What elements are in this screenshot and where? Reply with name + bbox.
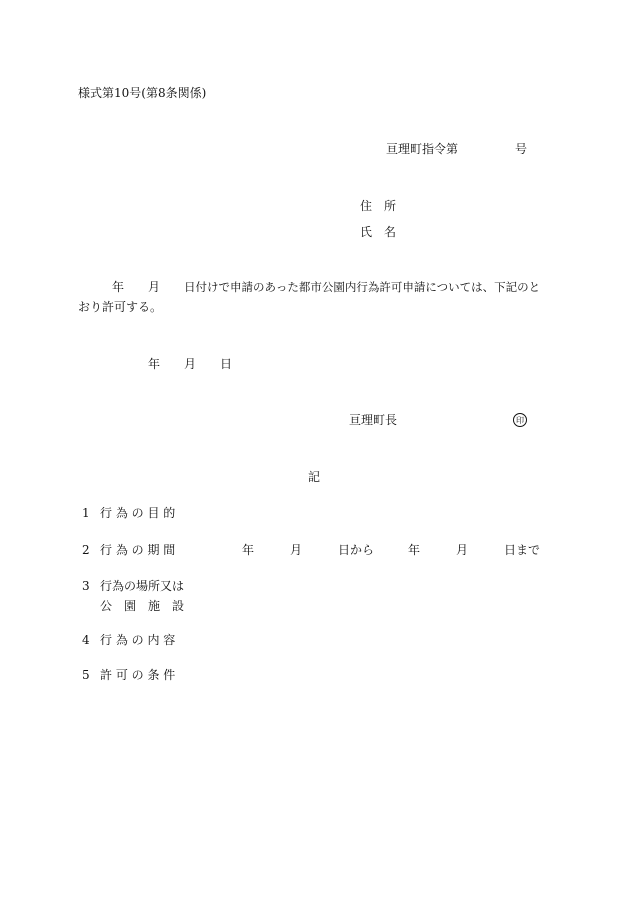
item-number: 1 (82, 506, 90, 520)
item-number: 5 (82, 668, 90, 682)
item-number: 2 (82, 543, 90, 557)
permit-number-suffix: 号 (515, 142, 528, 156)
name-label: 氏 名 (360, 225, 397, 239)
body-line2: おり許可する。 (78, 300, 163, 314)
item-label-line2: 公 園 施 設 (100, 599, 185, 613)
period-start-year: 年 (242, 543, 255, 557)
ki-heading: 記 (308, 470, 321, 484)
issue-day: 日 (220, 357, 233, 371)
period-start-month: 月 (290, 543, 303, 557)
item-label: 行 為 の 目 的 (100, 506, 176, 520)
issuer-title: 亘理町長 (349, 413, 398, 427)
permit-number-prefix: 亘理町指令第 (386, 142, 459, 156)
period-start-day: 日から (338, 543, 375, 557)
item-label: 許 可 の 条 件 (100, 668, 176, 682)
item-label: 行 為 の 内 容 (100, 633, 176, 647)
period-end-month: 月 (456, 543, 469, 557)
item-label: 行 為 の 期 間 (100, 543, 176, 557)
address-label: 住 所 (360, 199, 397, 213)
item-number: 4 (82, 633, 90, 647)
issue-year: 年 (148, 357, 161, 371)
issue-month: 月 (184, 357, 197, 371)
form-label: 様式第10号(第8条関係) (78, 86, 207, 100)
item-label: 行為の場所又は (100, 579, 185, 593)
body-line1: 日付けで申請のあった都市公園内行為許可申請については、下記のと (184, 280, 541, 294)
item-number: 3 (82, 579, 90, 593)
body-month: 月 (148, 280, 161, 294)
body-year: 年 (112, 280, 125, 294)
seal-icon: 印 (513, 413, 527, 427)
period-end-day: 日まで (504, 543, 541, 557)
period-end-year: 年 (408, 543, 421, 557)
